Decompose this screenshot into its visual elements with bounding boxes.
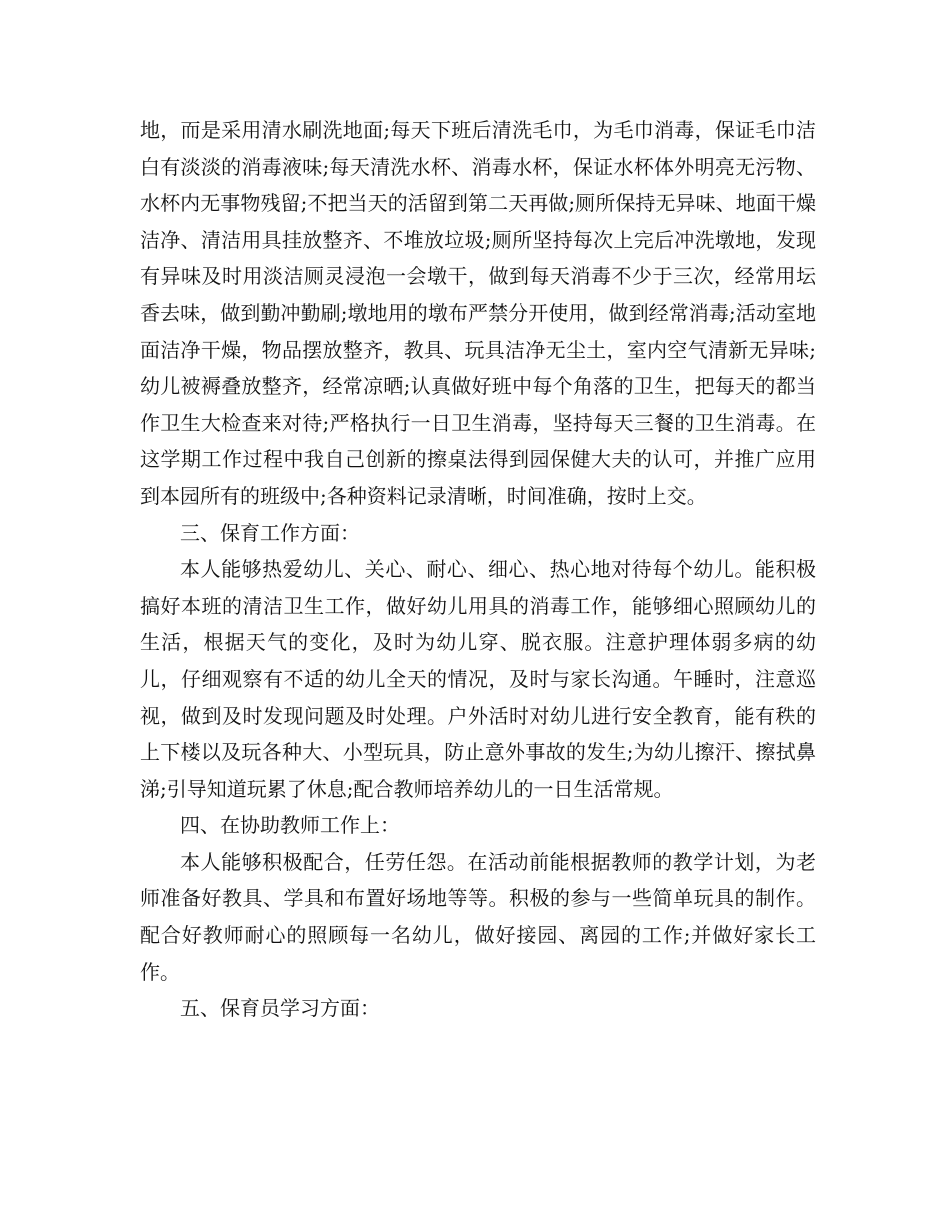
body-paragraph: 本人能够积极配合，任劳任怨。在活动前能根据教师的教学计划，为老师准备好教具、学具和布置好场地等等。积极的参与一些简单玩具的制作。配合好教师耐心的照顾每一名幼儿，做好接园、离园的工作;并做好家长工作。 xyxy=(140,849,816,984)
section-heading-study: 五、保育员学习方面： xyxy=(180,996,380,1021)
document-page xyxy=(140,112,816,1027)
body-paragraph: 地，而是采用清水刷洗地面;每天下班后清洗毛巾，为毛巾消毒，保证毛巾洁白有淡淡的消毒液味;每天清洗水杯、消毒水杯，保证水杯体外明亮无污物、水杯内无事物残留;不把当天的活留到第二天再做;厕所保持无异味、地面干燥洁净、清洁用具挂放整齐、不堆放垃圾;厕所坚持每次上完后冲洗墩地，发现有异味及时用淡洁厕灵浸泡一会墩干，做到每天消毒不少于三次，经常用坛香去味，做到勤冲勤刷;墩地用的墩布严禁分开使用，做到经常消毒;活动室地面洁净干燥，物品摆放整齐，教具、玩具洁净无尘土，室内空气清新无异味;幼儿被褥叠放整齐，经常凉晒;认真做好班中每个角落的卫生，把每天的都当作卫生大检查来对待;严格执行一日卫生消毒，坚持每天三餐的卫生消毒。在这学期工作过程中我自己创新的擦桌法得到园保健大夫的认可，并推广应用到本园所有的班级中;各种资料记录清晰，时间准确，按时上交。 xyxy=(140,118,816,508)
body-paragraph: 本人能够热爱幼儿、关心、耐心、细心、热心地对待每个幼儿。能积极搞好本班的清洁卫生工作，做好幼儿用具的消毒工作，能够细心照顾幼儿的生活，根据天气的变化，及时为幼儿穿、脱衣服。注意护理体弱多病的幼儿，仔细观察有不适的幼儿全天的情况，及时与家长沟通。午睡时，注意巡视，做到及时发现问题及时处理。户外活时对幼儿进行安全教育，能有秩的上下楼以及玩各种大、小型玩具，防止意外事故的发生;为幼儿擦汗、擦拭鼻涕;引导知道玩累了休息;配合教师培养幼儿的一日生活常规。 xyxy=(140,557,816,801)
section-heading-assist-teacher: 四、在协助教师工作上： xyxy=(180,813,400,838)
section-heading-care-work: 三、保育工作方面： xyxy=(180,520,360,545)
